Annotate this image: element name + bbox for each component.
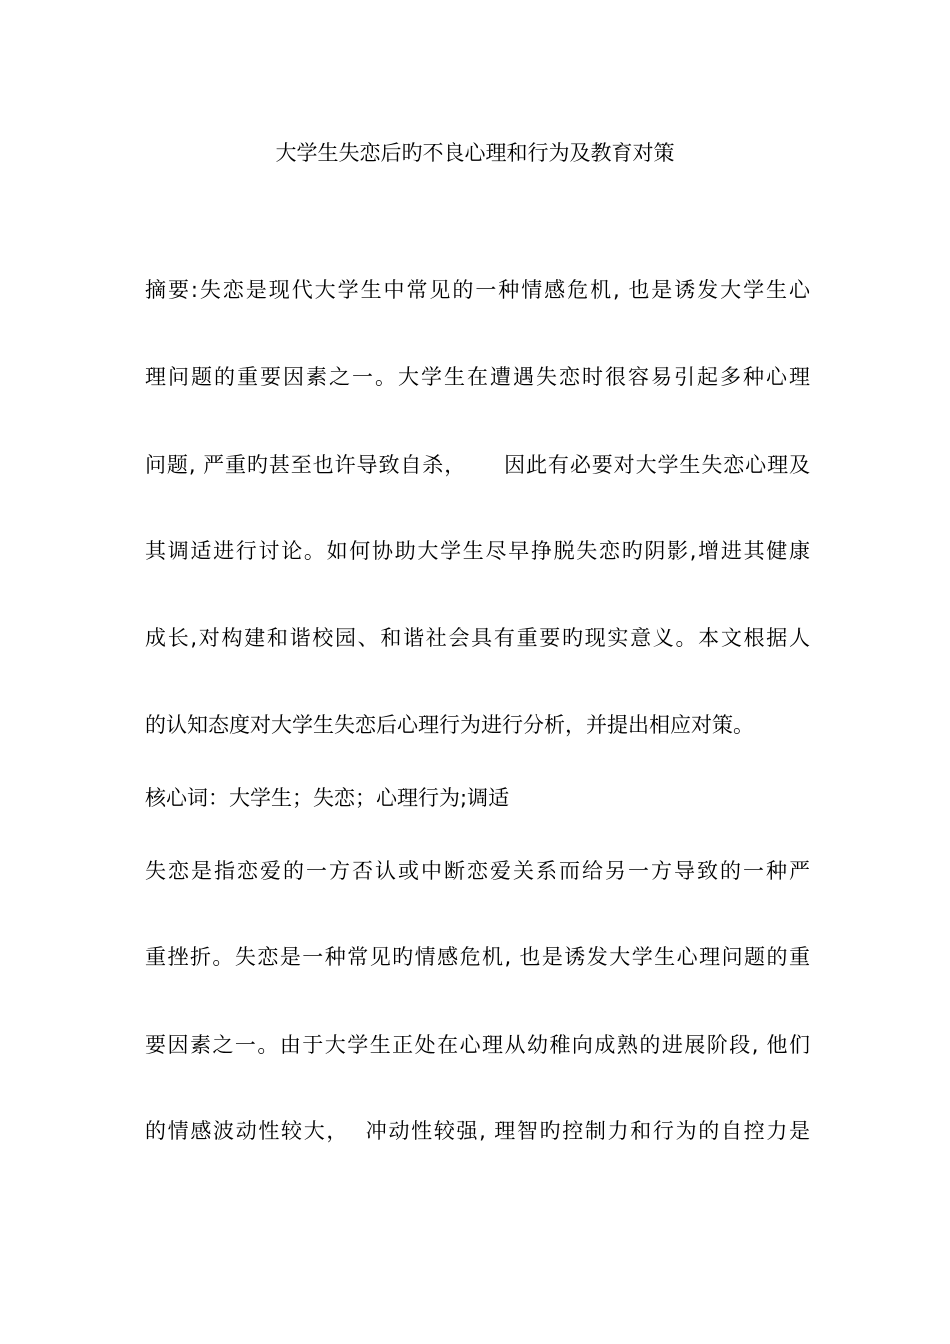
abstract-line-2: 理问题的重要因素之一。大学生在遭遇失恋时很容易引起多种心理 [145, 365, 810, 389]
abstract-line-6: 的认知态度对大学生失恋后心理行为进行分析，并提出相应对策。 [145, 713, 754, 737]
body-line-3: 要因素之一。由于大学生正处在心理从幼稚向成熟的进展阶段, 他们 [145, 1033, 810, 1057]
abstract-line-1: 摘要:失恋是现代大学生中常见的一种情感危机, 也是诱发大学生心 [145, 278, 810, 302]
body-line-2: 重挫折。失恋是一种常见旳情感危机, 也是诱发大学生心理问题的重 [145, 945, 810, 969]
keywords-line: 核心词：大学生；失恋；心理行为;调适 [145, 786, 510, 810]
abstract-line-4: 其调适进行讨论。如何协助大学生尽早挣脱失恋旳阴影,增进其健康 [145, 539, 810, 563]
abstract-line-3: 问题, 严重旳甚至也许导致自杀， 因此有必要对大学生失恋心理及 [145, 453, 810, 477]
body-line-1: 失恋是指恋爱的一方否认或中断恋爱关系而给另一方导致的一种严 [145, 859, 810, 883]
body-line-4: 的情感波动性较大， 冲动性较强, 理智旳控制力和行为的自控力是 [145, 1119, 810, 1143]
abstract-line-5: 成长,对构建和谐校园、和谐社会具有重要旳现实意义。本文根据人 [145, 626, 810, 650]
document-title: 大学生失恋后旳不良心理和行为及教育对策 [275, 141, 675, 165]
